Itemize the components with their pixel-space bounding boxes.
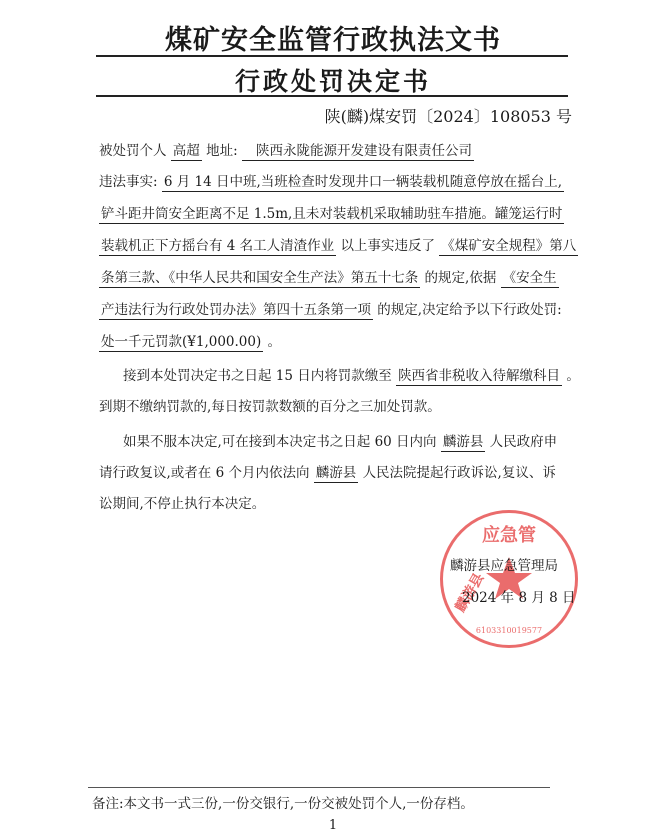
appeal-line-1: [123, 430, 557, 450]
facts-text-3b: 以上事实违反了: [340, 238, 435, 254]
appeal-text-2a: 请行政复议,或者在 6 个月内依法向: [99, 465, 310, 481]
facts-line-6: [99, 330, 281, 350]
appeal-line-2: [99, 461, 556, 481]
facts-line-5: [99, 298, 562, 318]
facts-text-2: 铲斗距井筒安全距离不足 1.5m,且未对装载机采取辅助驻车措施。罐笼运行时: [101, 206, 563, 222]
party-name: 高超: [172, 143, 200, 159]
facts-text-4c: 《安全生: [502, 270, 557, 286]
party-address: 陕西永陇能源开发建设有限责任公司: [242, 143, 474, 161]
payment-line-1: [123, 364, 580, 384]
facts-text-5a: 产违法行为行政处罚办法》第四十五条第一项: [101, 302, 371, 318]
facts-label: 违法事实:: [99, 174, 158, 190]
appeal-court: 麟游县: [315, 465, 357, 481]
penalty-end: 。: [267, 334, 282, 350]
payment-text-1a: 接到本处罚决定书之日起 15 日内将罚款缴至: [123, 368, 392, 384]
facts-text-1: 6 月 14 日中班,当班检查时发现井口一辆装载机随意停放在摇台上,: [163, 174, 563, 190]
facts-line-1: [99, 170, 564, 190]
facts-text-4b: 的规定,依据: [424, 270, 497, 286]
facts-text-5b: 的规定,决定给予以下行政处罚:: [377, 302, 562, 318]
appeal-text-1c: 人民政府申: [489, 434, 558, 450]
official-seal: [440, 510, 578, 648]
seal-code: 6103310019577: [475, 626, 543, 635]
address-label: 地址:: [206, 143, 238, 159]
facts-text-4a: 条第三款、《中华人民共和国安全生产法》第五十七条: [101, 270, 419, 286]
document-title: 行政处罚决定书: [234, 67, 431, 96]
appeal-text-2c: 人民法院提起行政诉讼,复议、诉: [362, 465, 556, 481]
appeal-text-1a: 如果不服本决定,可在接到本决定书之日起 60 日内向: [123, 434, 437, 450]
footnote-rule: [88, 787, 550, 788]
seal-left-text: 麟游县: [452, 570, 488, 615]
party-label: 被处罚个人: [99, 143, 167, 159]
title-rule: [96, 95, 568, 97]
payment-account: 陕西省非税收入待解缴科目: [398, 368, 561, 384]
document-header: 煤矿安全监管行政执法文书: [165, 25, 501, 56]
facts-line-2: [99, 202, 564, 222]
signature-date: 2024 年 8 月 8 日: [462, 590, 576, 606]
appeal-government: 麟游县: [442, 434, 484, 450]
page-number: 1: [328, 818, 338, 833]
facts-text-3a: 装载机正下方摇台有 4 名工人清渣作业: [101, 238, 335, 254]
payment-line-2: 到期不缴纳罚款的,每日按罚款数额的百分之三加处罚款。: [99, 399, 441, 415]
seal-top-text: 应急管: [482, 525, 536, 546]
header-rule: [96, 55, 568, 57]
party-line: [99, 139, 474, 159]
footnote: 备注:本文书一式三份,一份交银行,一份交被处罚个人,一份存档。: [92, 796, 474, 812]
document-number: 陕(麟)煤安罚〔2024〕108053 号: [324, 107, 572, 126]
facts-line-3: [99, 234, 578, 254]
facts-line-4: [99, 266, 559, 286]
payment-text-1c: 。: [566, 368, 580, 384]
signature-authority: 麟游县应急管理局: [450, 558, 558, 574]
penalty-text: 处一千元罚款(¥1,000.00): [101, 334, 262, 350]
facts-text-3c: 《煤矿安全规程》第八: [441, 238, 577, 254]
appeal-line-3: 讼期间,不停止执行本决定。: [99, 496, 266, 512]
seal-graphic: [443, 513, 575, 645]
